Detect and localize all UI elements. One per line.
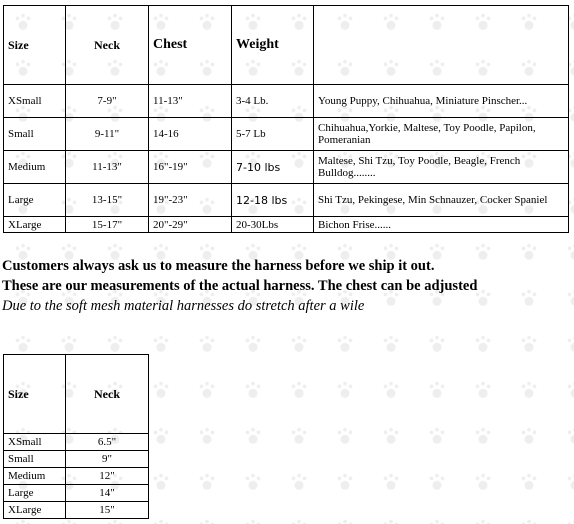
harness-measurement-table bbox=[3, 354, 149, 519]
measurement-notes bbox=[2, 256, 574, 316]
table-row bbox=[4, 485, 149, 502]
table-row bbox=[4, 434, 149, 451]
cell-size: XSmall bbox=[4, 85, 66, 118]
cell-weight: 3-4 Lb. bbox=[232, 85, 314, 118]
cell-neck: 15-17" bbox=[66, 217, 149, 233]
table-row bbox=[4, 217, 569, 233]
cell-chest: 11-13" bbox=[149, 85, 232, 118]
header-neck: Neck bbox=[66, 355, 149, 434]
cell-chest: 20"-29" bbox=[149, 217, 232, 233]
cell-neck: 15" bbox=[66, 502, 149, 519]
cell-neck: 14" bbox=[66, 485, 149, 502]
table-row bbox=[4, 85, 569, 118]
cell-neck: 11-13" bbox=[66, 151, 149, 184]
cell-breeds: Shi Tzu, Pekingese, Min Schnauzer, Cocker Spaniel bbox=[314, 184, 569, 217]
table-row bbox=[4, 451, 149, 468]
table-row bbox=[4, 184, 569, 217]
cell-size: Large bbox=[4, 485, 66, 502]
note-line-2: These are our measurements of the actual harness. The chest can be adjusted bbox=[2, 278, 478, 294]
header-breeds bbox=[314, 6, 569, 85]
cell-neck: 9-11" bbox=[66, 118, 149, 151]
cell-weight: 20-30Lbs bbox=[232, 217, 314, 233]
cell-size: Large bbox=[4, 184, 66, 217]
cell-weight: 7-10 lbs bbox=[232, 151, 314, 184]
note-line-3: Due to the soft mesh material harnesses do stretch after a wile bbox=[2, 298, 365, 314]
cell-breeds: Chihuahua,Yorkie, Maltese, Toy Poodle, Papilon, Pomeranian bbox=[314, 118, 569, 151]
table-row bbox=[4, 118, 569, 151]
harness-header-row bbox=[4, 355, 149, 434]
header-size: Size bbox=[4, 6, 66, 85]
cell-neck: 6.5" bbox=[66, 434, 149, 451]
cell-size: Small bbox=[4, 118, 66, 151]
cell-breeds: Young Puppy, Chihuahua, Miniature Pinscher... bbox=[314, 85, 569, 118]
header-neck: Neck bbox=[66, 6, 149, 85]
cell-chest: 14-16 bbox=[149, 118, 232, 151]
size-chart-table bbox=[3, 5, 569, 233]
cell-size: XSmall bbox=[4, 434, 66, 451]
cell-size: Medium bbox=[4, 468, 66, 485]
cell-breeds: Bichon Frise...... bbox=[314, 217, 569, 233]
cell-weight: 5-7 Lb bbox=[232, 118, 314, 151]
cell-breeds: Maltese, Shi Tzu, Toy Poodle, Beagle, French Bulldog........ bbox=[314, 151, 569, 184]
cell-chest: 16"-19" bbox=[149, 151, 232, 184]
cell-size: Medium bbox=[4, 151, 66, 184]
cell-neck: 13-15" bbox=[66, 184, 149, 217]
cell-size: XLarge bbox=[4, 502, 66, 519]
size-chart-header-row bbox=[4, 6, 569, 85]
table-row bbox=[4, 502, 149, 519]
cell-size: Small bbox=[4, 451, 66, 468]
table-row bbox=[4, 468, 149, 485]
header-size: Size bbox=[4, 355, 66, 434]
cell-neck: 9" bbox=[66, 451, 149, 468]
cell-chest: 19"-23" bbox=[149, 184, 232, 217]
cell-neck: 12" bbox=[66, 468, 149, 485]
table-row bbox=[4, 151, 569, 184]
header-chest: Chest bbox=[149, 6, 232, 85]
cell-weight: 12-18 lbs bbox=[232, 184, 314, 217]
cell-neck: 7-9" bbox=[66, 85, 149, 118]
header-weight: Weight bbox=[232, 6, 314, 85]
note-line-1: Customers always ask us to measure the harness before we ship it out. bbox=[2, 258, 435, 274]
cell-size: XLarge bbox=[4, 217, 66, 233]
